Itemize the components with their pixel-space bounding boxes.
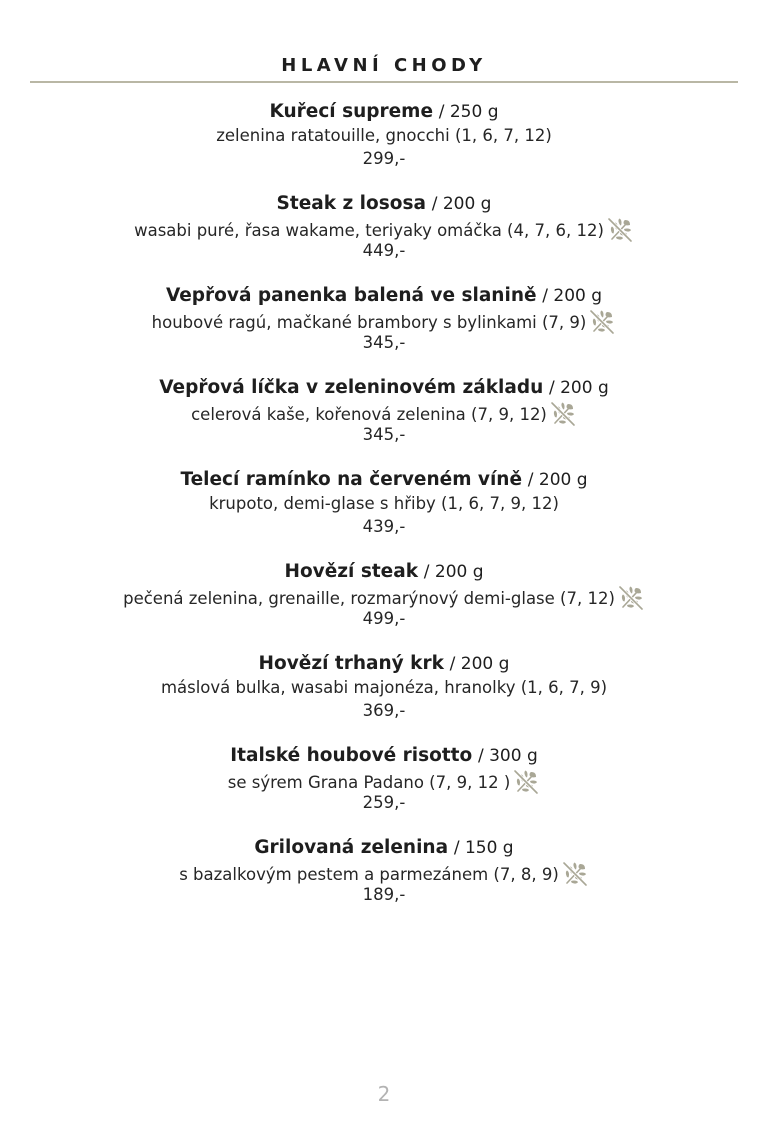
section-heading: HLAVNÍ CHODY (281, 55, 487, 76)
dish-price: 259,- (362, 793, 406, 812)
dish-price: 299,- (362, 149, 406, 168)
dish-description-line (0, 124, 768, 147)
dish-price: 189,- (362, 885, 406, 904)
dish-weight: / 200 g (542, 286, 603, 306)
dish-name: Hovězí steak (284, 561, 419, 582)
dish-price: 439,- (362, 517, 406, 536)
dish-name: Telecí ramínko na červeném víně (180, 469, 523, 490)
dish-description: s bazalkovým pestem a parmezánem (7, 8, 9) (179, 865, 559, 884)
dish-description-line (0, 400, 768, 423)
dish-item (0, 744, 768, 836)
dish-description-line (0, 676, 768, 699)
dish-title (0, 744, 768, 768)
dish-name: Italské houbové risotto (230, 745, 473, 766)
dish-list (0, 100, 768, 928)
dish-description-line (0, 308, 768, 331)
dish-title (0, 560, 768, 584)
dish-item (0, 836, 768, 928)
dish-description: zelenina ratatouille, gnocchi (1, 6, 7, 12) (216, 126, 552, 145)
dish-price: 345,- (362, 333, 406, 352)
dish-description: celerová kaše, kořenová zelenina (7, 9, 12) (191, 405, 547, 424)
dish-item (0, 192, 768, 284)
dish-weight: / 200 g (431, 194, 492, 214)
gluten-free-icon (588, 308, 616, 336)
dish-description-line (0, 216, 768, 239)
dish-title (0, 100, 768, 124)
dish-title (0, 376, 768, 400)
dish-description-line (0, 768, 768, 791)
dish-item (0, 560, 768, 652)
dish-price: 345,- (362, 425, 406, 444)
dish-price: 499,- (362, 609, 406, 628)
dish-name: Grilovaná zelenina (254, 837, 449, 858)
gluten-free-icon (617, 584, 645, 612)
dish-title (0, 468, 768, 492)
dish-description: se sýrem Grana Padano (7, 9, 12 ) (227, 773, 511, 792)
dish-title (0, 652, 768, 676)
dish-weight: / 200 g (548, 378, 609, 398)
dish-name: Vepřová panenka balená ve slanině (165, 285, 537, 306)
dish-weight: / 200 g (527, 470, 588, 490)
gluten-free-icon (561, 860, 589, 888)
dish-name: Hovězí trhaný krk (258, 653, 444, 674)
gluten-free-icon (549, 400, 577, 428)
dish-title (0, 836, 768, 860)
dish-description: houbové ragú, mačkané brambory s bylinkami (7, 9) (151, 313, 587, 332)
dish-name: Vepřová líčka v zeleninovém základu (159, 377, 544, 398)
dish-weight: / 250 g (438, 102, 499, 122)
dish-description-line (0, 492, 768, 515)
dish-item (0, 376, 768, 468)
gluten-free-icon (606, 216, 634, 244)
dish-name: Kuřecí supreme (269, 101, 433, 122)
dish-description: pečená zelenina, grenaille, rozmarýnový demi-glase (7, 12) (123, 589, 615, 608)
dish-item (0, 284, 768, 376)
heading-divider (30, 81, 738, 83)
page-number: 2 (377, 1082, 391, 1106)
dish-description: krupoto, demi-glase s hřiby (1, 6, 7, 9, 12) (209, 494, 559, 513)
dish-description-line (0, 860, 768, 883)
dish-name: Steak z lososa (276, 193, 426, 214)
dish-item (0, 652, 768, 744)
dish-weight: / 150 g (453, 838, 514, 858)
dish-description: máslová bulka, wasabi majonéza, hranolky (1, 6, 7, 9) (160, 678, 608, 697)
dish-item (0, 468, 768, 560)
dish-price: 369,- (362, 701, 406, 720)
dish-weight: / 200 g (423, 562, 484, 582)
dish-title (0, 192, 768, 216)
dish-item (0, 100, 768, 192)
dish-weight: / 200 g (449, 654, 510, 674)
dish-weight: / 300 g (477, 746, 538, 766)
dish-title (0, 284, 768, 308)
dish-price: 449,- (362, 241, 406, 260)
gluten-free-icon (512, 768, 540, 796)
dish-description: wasabi puré, řasa wakame, teriyaky omáčka (4, 7, 6, 12) (134, 221, 604, 240)
dish-description-line (0, 584, 768, 607)
